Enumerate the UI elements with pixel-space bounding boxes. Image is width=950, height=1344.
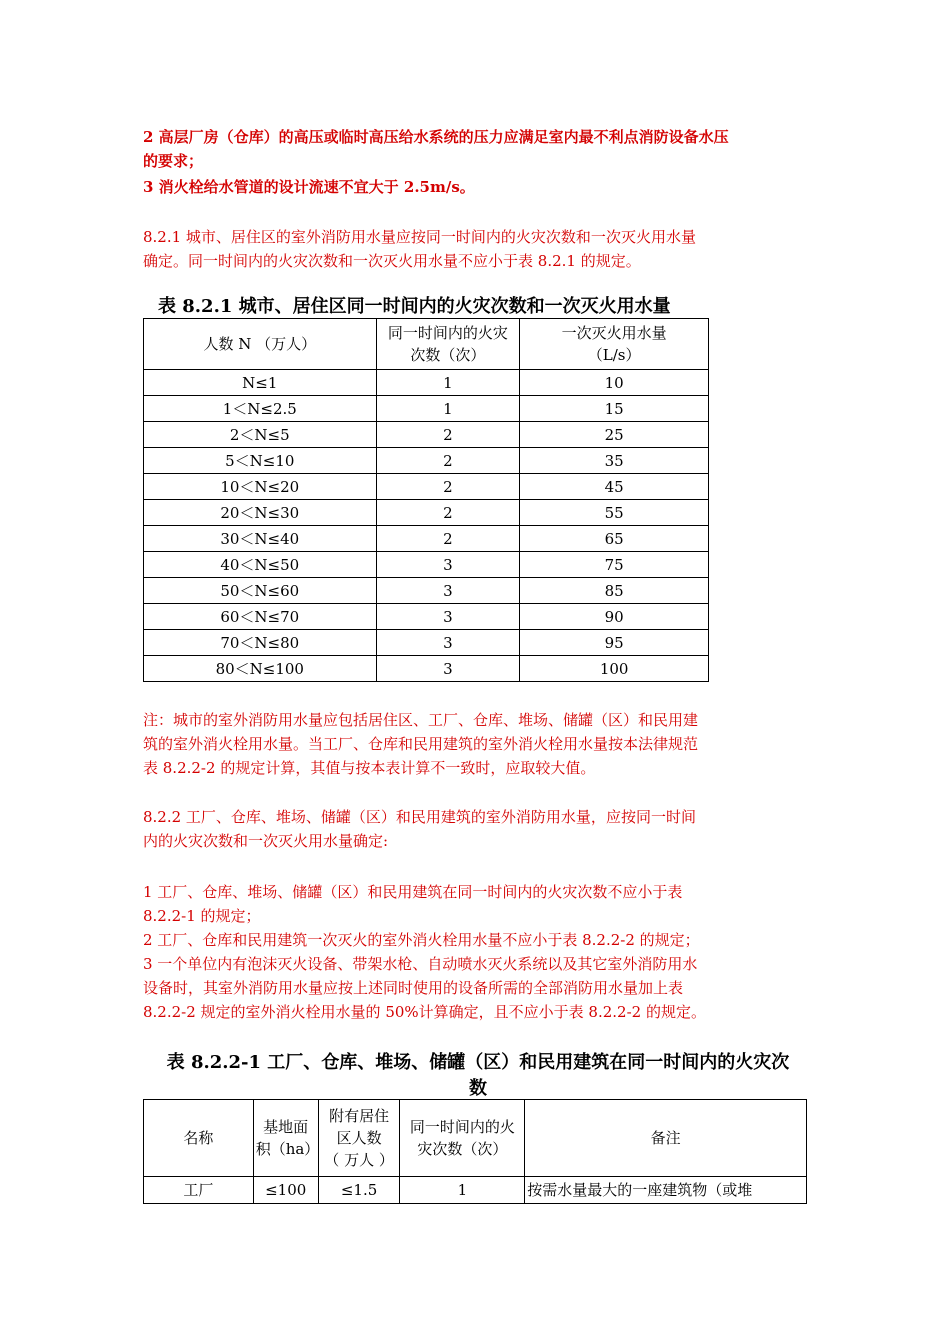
cell-population: N≤1 [144, 370, 377, 396]
table1-note: 注：城市的室外消防用水量应包括居住区、工厂、仓库、堆场、储罐（区）和民用建 筑的室外消火栓用水量。当工厂、仓库和民用建筑的室外消火栓用水量按本法律规范 表 8.2.2-2 的规定计算，其值与按本表计算不一致时，应取较大值。 [143, 711, 699, 777]
cell-fire-count: 1 [376, 396, 520, 422]
header-remark: 备注 [525, 1100, 807, 1177]
cell-fire-count: 2 [376, 500, 520, 526]
cell-fire-count: 1 [400, 1177, 525, 1204]
cell-area: ≤100 [253, 1177, 318, 1204]
table-row [144, 656, 709, 682]
table-8-2-2-1 [143, 1099, 807, 1204]
cell-fire-count: 3 [376, 656, 520, 682]
table-row [144, 422, 709, 448]
cell-population: 60＜N≤70 [144, 604, 377, 630]
cell-water-volume: 85 [520, 578, 709, 604]
para-highrise-pressure: 2 高层厂房（仓库）的高压或临时高压给水系统的压力应满足室内最不利点消防设备水压 的要求； [143, 128, 729, 170]
cell-water-volume: 75 [520, 552, 709, 578]
header-water-volume: 一次灭火用水量 （L/s） [520, 319, 709, 370]
cell-population: 20＜N≤30 [144, 500, 377, 526]
clause-8-2-1: 8.2.1 城市、居住区的室外消防用水量应按同一时间内的火灾次数和一次灭火用水量 确定。同一时间内的火灾次数和一次灭火用水量不应小于表 8.2.1 的规定。 [143, 228, 696, 270]
cell-fire-count: 3 [376, 630, 520, 656]
cell-population: 5＜N≤10 [144, 448, 377, 474]
table-row [144, 474, 709, 500]
cell-water-volume: 65 [520, 526, 709, 552]
para-flow-velocity: 3 消火栓给水管道的设计流速不宜大于 2.5m/s。 [143, 178, 475, 196]
clause-8-2-2-items: 1 工厂、仓库、堆场、储罐（区）和民用建筑在同一时间内的火灾次数不应小于表 8.2.2-1 的规定； 2 工厂、仓库和民用建筑一次灭火的室外消火栓用水量不应小于表 8.2.2-2 的规定； 3 一个单位内有泡沫灭火设备、带架水枪、自动喷水灭火系统以及其它室外消防用水 设备时，其室外消防用水量应按上述同时使用的设备所需的全部消防用水量加上表 8.2.2-2 规定的室外消火栓用水量的 50%计算确定，且不应小于表 8.2.2-2 的规定。 [143, 883, 706, 1021]
table-row [144, 370, 709, 396]
cell-fire-count: 2 [376, 474, 520, 500]
cell-fire-count: 3 [376, 604, 520, 630]
header-area: 基地面 积（ha） [253, 1100, 318, 1177]
header-population: 人数 N （万人） [144, 319, 377, 370]
table-row [144, 1177, 807, 1204]
cell-water-volume: 25 [520, 422, 709, 448]
table-header-row [144, 1100, 807, 1177]
cell-population: 80＜N≤100 [144, 656, 377, 682]
cell-fire-count: 1 [376, 370, 520, 396]
cell-water-volume: 15 [520, 396, 709, 422]
cell-population: 2＜N≤5 [144, 422, 377, 448]
table-row [144, 500, 709, 526]
cell-population: 50＜N≤60 [144, 578, 377, 604]
cell-population: 30＜N≤40 [144, 526, 377, 552]
cell-fire-count: 3 [376, 578, 520, 604]
cell-population: 10＜N≤20 [144, 474, 377, 500]
cell-population: 40＜N≤50 [144, 552, 377, 578]
cell-fire-count: 2 [376, 448, 520, 474]
header-fire-count: 同一时间内的火灾 次数（次） [376, 319, 520, 370]
cell-population: 1＜N≤2.5 [144, 396, 377, 422]
table-row [144, 526, 709, 552]
cell-fire-count: 2 [376, 422, 520, 448]
cell-population: 70＜N≤80 [144, 630, 377, 656]
table-row [144, 448, 709, 474]
cell-fire-count: 3 [376, 552, 520, 578]
table2-title: 表 8.2.2-1 工厂、仓库、堆场、储罐（区）和民用建筑在同一时间内的火灾次 数 [166, 1052, 790, 1099]
cell-residents: ≤1.5 [318, 1177, 400, 1204]
cell-water-volume: 90 [520, 604, 709, 630]
table-row [144, 552, 709, 578]
table-row [144, 578, 709, 604]
cell-water-volume: 100 [520, 656, 709, 682]
header-residents: 附有居住 区人数 （ 万人 ） [318, 1100, 400, 1177]
table-header-row [144, 319, 709, 370]
table-8-2-1 [143, 318, 709, 682]
header-fire-count: 同一时间内的火 灾次数（次） [400, 1100, 525, 1177]
cell-remark: 按需水量最大的一座建筑物（或堆 [525, 1177, 807, 1204]
cell-fire-count: 2 [376, 526, 520, 552]
header-name: 名称 [144, 1100, 254, 1177]
cell-water-volume: 95 [520, 630, 709, 656]
table-row [144, 396, 709, 422]
cell-water-volume: 35 [520, 448, 709, 474]
table-row [144, 604, 709, 630]
cell-water-volume: 10 [520, 370, 709, 396]
cell-water-volume: 55 [520, 500, 709, 526]
clause-8-2-2: 8.2.2 工厂、仓库、堆场、储罐（区）和民用建筑的室外消防用水量，应按同一时间 内的火灾次数和一次灭火用水量确定: [143, 808, 696, 850]
table-row [144, 630, 709, 656]
cell-water-volume: 45 [520, 474, 709, 500]
cell-name: 工厂 [144, 1177, 254, 1204]
table1-title: 表 8.2.1 城市、居住区同一时间内的火灾次数和一次灭火用水量 [158, 296, 671, 317]
